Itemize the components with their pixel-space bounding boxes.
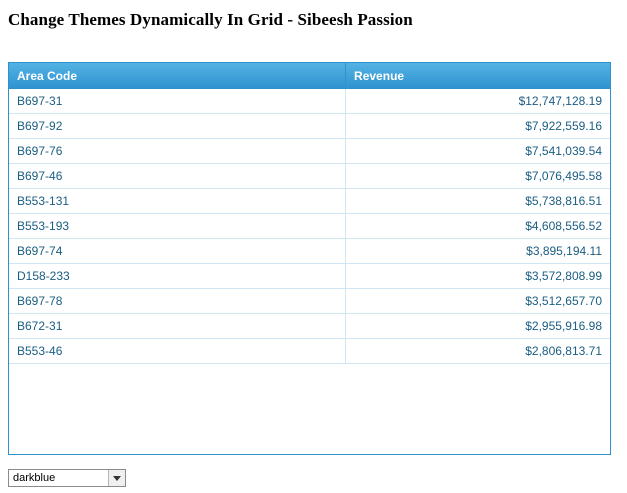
column-header-revenue[interactable]: Revenue <box>346 63 610 89</box>
table-row[interactable] <box>9 89 610 114</box>
theme-select[interactable] <box>8 469 126 487</box>
table-row[interactable] <box>9 264 610 289</box>
table-row[interactable] <box>9 289 610 314</box>
cell-area-code: D158-233 <box>9 264 346 289</box>
column-header-area-code[interactable]: Area Code <box>9 63 346 89</box>
cell-area-code: B697-74 <box>9 239 346 264</box>
cell-revenue: $2,806,813.71 <box>346 339 610 364</box>
table-row[interactable] <box>9 164 610 189</box>
theme-select-value: darkblue <box>13 472 56 484</box>
table-row[interactable] <box>9 189 610 214</box>
cell-revenue: $3,572,808.99 <box>346 264 610 289</box>
cell-revenue: $7,541,039.54 <box>346 139 610 164</box>
cell-area-code: B553-131 <box>9 189 346 214</box>
cell-revenue: $5,738,816.51 <box>346 189 610 214</box>
cell-area-code: B697-76 <box>9 139 346 164</box>
grid-header <box>9 63 610 89</box>
table-row[interactable] <box>9 139 610 164</box>
grid-table <box>9 63 610 364</box>
data-grid <box>8 62 611 455</box>
grid-body <box>9 89 610 364</box>
table-row[interactable] <box>9 114 610 139</box>
cell-revenue: $2,955,916.98 <box>346 314 610 339</box>
cell-area-code: B697-92 <box>9 114 346 139</box>
grid-header-row <box>9 63 610 89</box>
cell-area-code: B697-78 <box>9 289 346 314</box>
cell-area-code: B672-31 <box>9 314 346 339</box>
page-title: Change Themes Dynamically In Grid - Sibeesh Passion <box>8 10 413 29</box>
cell-area-code: B697-31 <box>9 89 346 114</box>
cell-revenue: $3,512,657.70 <box>346 289 610 314</box>
cell-revenue: $4,608,556.52 <box>346 214 610 239</box>
cell-area-code: B697-46 <box>9 164 346 189</box>
chevron-down-icon[interactable] <box>108 470 125 486</box>
table-row[interactable] <box>9 214 610 239</box>
cell-area-code: B553-46 <box>9 339 346 364</box>
table-row[interactable] <box>9 314 610 339</box>
cell-area-code: B553-193 <box>9 214 346 239</box>
table-row[interactable] <box>9 239 610 264</box>
cell-revenue: $3,895,194.11 <box>346 239 610 264</box>
cell-revenue: $7,076,495.58 <box>346 164 610 189</box>
cell-revenue: $7,922,559.16 <box>346 114 610 139</box>
cell-revenue: $12,747,128.19 <box>346 89 610 114</box>
grid-empty-area <box>9 364 610 454</box>
table-row[interactable] <box>9 339 610 364</box>
